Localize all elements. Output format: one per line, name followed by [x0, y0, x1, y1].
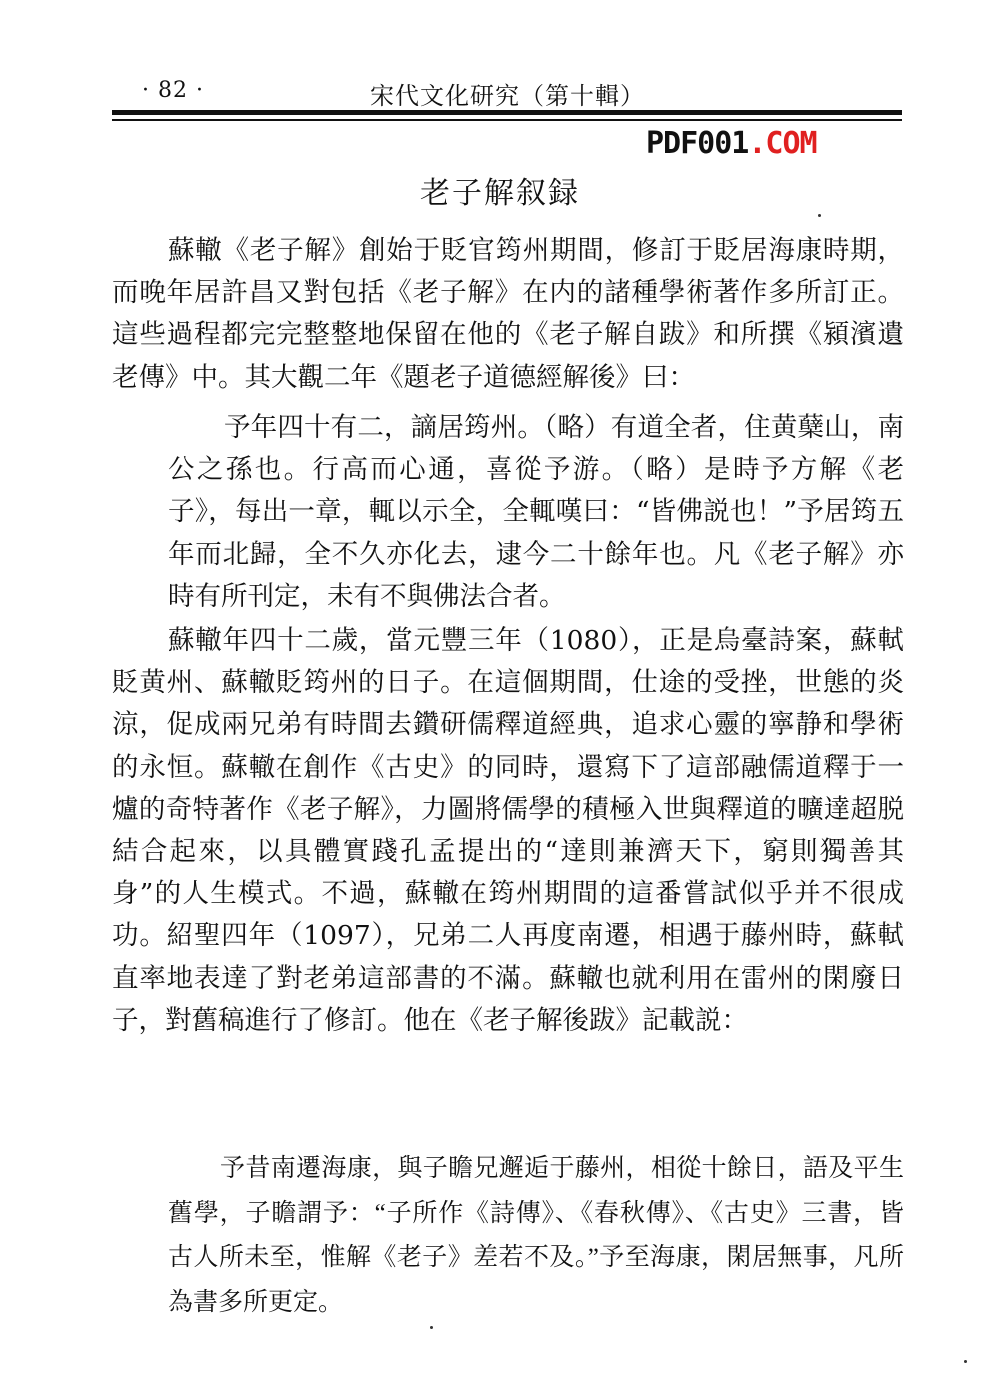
- header-rule-thin: [112, 119, 902, 121]
- scan-speck: [430, 1326, 433, 1329]
- chapter-title: 老子解叙録: [420, 176, 580, 211]
- watermark-text: PDF001: [646, 126, 749, 161]
- running-title: 宋代文化研究（第十輯）: [370, 82, 645, 110]
- watermark-domain: .COM: [748, 126, 817, 161]
- body-paragraph-2: 蘇轍年四十二歲，當元豐三年（1080），正是烏臺詩案，蘇軾貶黄州、蘇轍貶筠州的日子。在這個期間，仕途的受挫，世態的炎涼，促成兩兄弟有時間去鑽研儒釋道經典，追求心靈的寧静和學術的永恒。蘇轍在創作《古史》的同時，還寫下了這部融儒道釋于一爐的奇特著作《老子解》，力圖將儒學的積極入世與釋道的曠達超脱結合起來，以具體實踐孔孟提出的“達則兼濟天下，窮則獨善其身”的人生模式。不過，蘇轍在筠州期間的這番嘗試似乎并不很成功。紹聖四年（1097），兄弟二人再度南遷，相遇于藤州時，蘇軾直率地表達了對老弟這部書的不滿。蘇轍也就利用在雷州的閑廢日子，對舊稿進行了修訂。他在《老子解後跋》記載説：: [112, 625, 904, 1036]
- block-quote-2: 予昔南遷海康，與子瞻兄邂逅于藤州，相從十餘日，語及平生舊學，子瞻謂予：“子所作《詩傳》、《春秋傳》、《古史》三書，皆古人所未至，惟解《老子》差若不及。”予至海康，閑居無事，凡所為書多所更定。: [168, 1155, 904, 1316]
- scan-speck: [818, 214, 821, 217]
- running-header: [112, 70, 902, 114]
- scan-speck: [964, 1360, 967, 1363]
- header-rule-thick: [112, 110, 902, 115]
- body-paragraph-1: 蘇轍《老子解》創始于貶官筠州期間，修訂于貶居海康時期，而晚年居許昌又對包括《老子解》在内的諸種學術著作多所訂正。這些過程都完完整整地保留在他的《老子解自跋》和所撰《潁濱遺老傳》中。其大觀二年《題老子道德經解後》曰：: [112, 235, 904, 393]
- page-number: · 82 ·: [142, 78, 204, 103]
- block-quote-1: 予年四十有二，謫居筠州。（略）有道全者，住黄蘖山，南公之孫也。行高而心通，喜從予游。（略）是時予方解《老子》，每出一章，輒以示全，全輒嘆曰：“皆佛説也！”予居筠五年而北歸，全不久亦化去，逮今二十餘年也。凡《老子解》亦時有所刊定，未有不與佛法合者。: [168, 412, 904, 612]
- watermark: [646, 126, 817, 161]
